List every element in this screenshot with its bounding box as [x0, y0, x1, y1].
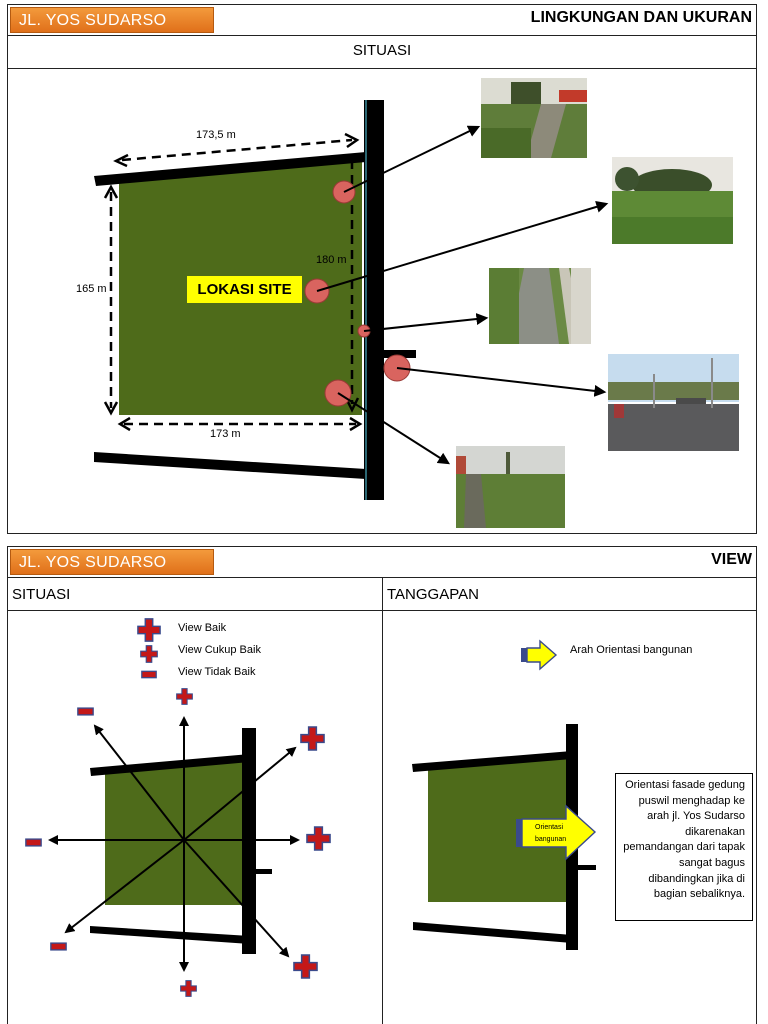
dimension-label-right: 180 m: [316, 254, 347, 266]
plus-small-icon: [177, 689, 193, 705]
tanggapan-header: TANGGAPAN: [387, 586, 479, 603]
plus-small-icon: [181, 981, 197, 997]
minus-icon: [142, 671, 156, 677]
site-photo-drainage: [489, 268, 591, 344]
site-photo-street: [608, 354, 739, 451]
dimension-label-bottom: 173 m: [210, 428, 241, 440]
main-road: [364, 100, 384, 500]
minus-icon: [51, 943, 66, 950]
view-arrow: [397, 368, 604, 392]
road-line-bottom: [94, 452, 366, 479]
orientation-legend-label: Arah Orientasi bangunan: [570, 644, 693, 656]
side-street: [250, 869, 272, 874]
orientation-legend-arrow: [521, 641, 556, 669]
situasi-header: SITUASI: [12, 586, 71, 603]
street-name-badge: JL. YOS SUDARSO: [10, 549, 214, 575]
plus-large-icon: [307, 827, 330, 850]
legend-label: View Cukup Baik: [178, 644, 261, 656]
site-photo-roadside: [456, 446, 565, 528]
side-street: [572, 865, 596, 870]
orientation-arrow-label: Orientasi: [535, 824, 564, 831]
plus-small-icon: [141, 646, 158, 663]
plus-large-icon: [301, 727, 324, 750]
road-line-bottom: [413, 922, 572, 943]
orientation-description: Orientasi fasade gedung puswil menghadap ke arah jl. Yos Sudarso dikarenakan pemandangan dari tapak sangat bagus dibandingkan jika di bagian sebaliknya.: [615, 773, 753, 921]
dimension-label-left: 165 m: [76, 283, 107, 295]
dimension-label-top: 173,5 m: [196, 129, 236, 141]
section-title: SITUASI: [352, 42, 412, 59]
panel-header: [8, 547, 756, 578]
minus-icon: [78, 708, 93, 715]
plus-large-icon: [294, 955, 317, 978]
orientation-arrow-label: bangunan: [535, 836, 567, 843]
minus-icon: [26, 839, 41, 846]
site-location-label: LOKASI SITE: [187, 276, 302, 303]
plus-large-icon: [138, 619, 160, 641]
site-photo-field: [612, 157, 733, 244]
panel-title: LINGKUNGAN DAN UKURAN: [530, 9, 752, 26]
street-name-badge: JL. YOS SUDARSO: [10, 7, 214, 33]
legend-label: View Baik: [178, 622, 227, 634]
site-photo-canal: [481, 78, 587, 158]
legend-label: View Tidak Baik: [178, 666, 256, 678]
road-line-bottom: [90, 926, 250, 944]
panel-title: VIEW: [711, 551, 752, 568]
dimension-left: [105, 187, 117, 413]
